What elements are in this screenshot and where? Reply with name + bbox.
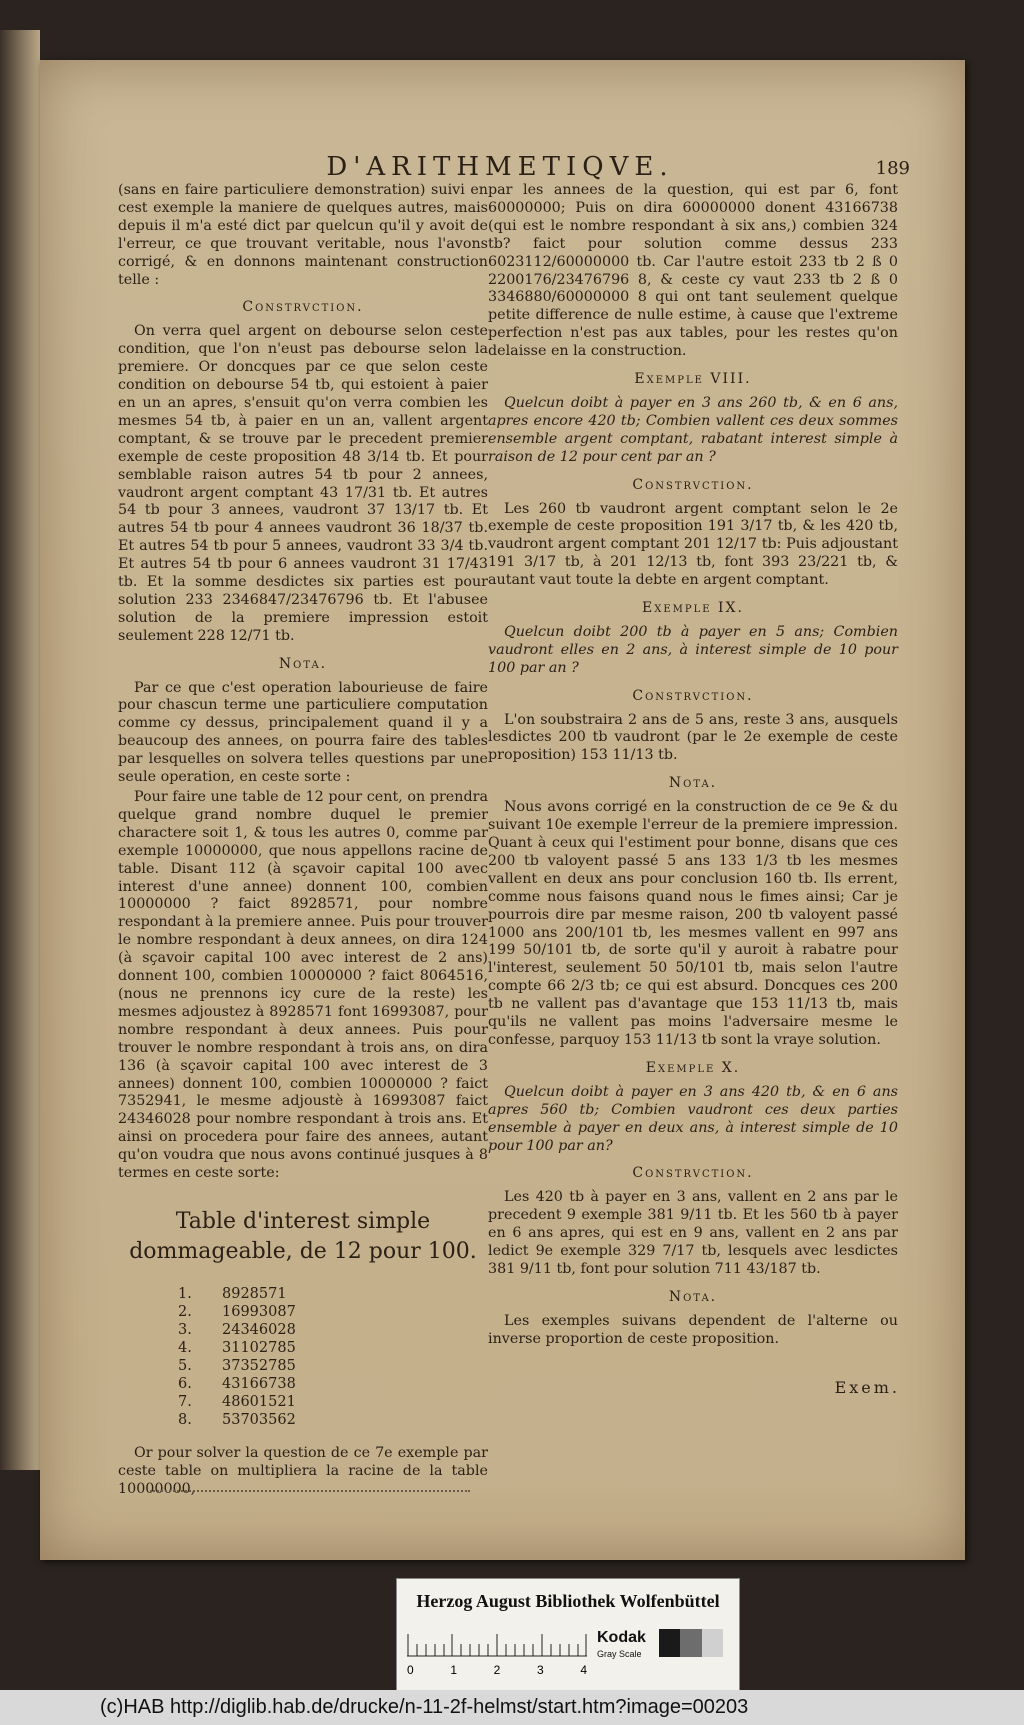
- section-heading: Constrvction.: [242, 299, 364, 316]
- source-url-bar: (c)HAB http://diglib.hab.de/drucke/n-11-2f-helmst/start.htm?image=00203: [0, 1690, 1024, 1725]
- table-row: [178, 1285, 488, 1303]
- gray-patch: [680, 1629, 701, 1657]
- row-value: 24346028: [222, 1321, 296, 1338]
- gray-scale-label: Gray Scale: [597, 1649, 642, 1659]
- section-heading: Exemple X.: [645, 1059, 741, 1076]
- row-value: 8928571: [222, 1285, 287, 1302]
- left-column: [118, 182, 488, 1501]
- table-title: Table d'interest simple dommageable, de 12 pour 100.: [129, 1208, 477, 1264]
- row-value: 31102785: [222, 1339, 296, 1356]
- interest-table: [178, 1285, 488, 1429]
- row-value: 48601521: [222, 1393, 296, 1410]
- library-name: Herzog August Bibliothek Wolfenbüttel: [416, 1591, 720, 1611]
- paragraph: Les 420 tb à payer en 3 ans, vallent en 2 ans par le precedent 9 exemple 381 9/11 tb. Et les 560 tb à payer en 6 ans apres, qui est en 9 ans, vallent en 2 ans par ledict 9e exemple 329 7/17 tb, lesquels avec lesdictes 381 9/11 tb, font pour solution 711 43/187 tb.: [488, 1189, 898, 1277]
- row-value: 37352785: [222, 1357, 296, 1374]
- table-row: [178, 1357, 488, 1375]
- section-heading: Nota.: [668, 775, 718, 792]
- paragraph: Par ce que c'est operation labourieuse de faire pour chascun terme une particuliere computation comme cy dessus, principalement quand il y a beaucoup des annees, on pourra faire des tables par lesquelles on solvera telles questions par une seule operation, en ceste sorte :: [118, 679, 488, 786]
- section-heading: Exemple IX.: [642, 600, 744, 617]
- section-heading: Constrvction.: [632, 687, 754, 704]
- running-head: D'ARITHMETIQVE.: [326, 152, 674, 182]
- book-page: [40, 60, 965, 1560]
- ornamental-rule: [150, 1490, 470, 1492]
- ruler-numbers: [407, 1663, 587, 1677]
- kodak-logo: Kodak: [597, 1629, 646, 1646]
- gray-patch: [702, 1629, 723, 1657]
- table-row: [178, 1321, 488, 1339]
- row-value: 53703562: [222, 1411, 296, 1428]
- paragraph: Pour faire une table de 12 pour cent, on prendra quelque grand nombre duquel le premier charactere soit 1, & tous les autres 0, comme par exemple 10000000, que nous appellons racine de table. Disant 112 (à sçavoir capital 100 avec interest d'une annee) donnent 100, combien 10000000 ? faict 8928571, pour nombre respondant à la premiere annee. Puis pour trouver le nombre respondant à deux annees, on dira 124 (à sçavoir capital 100 avec interest de 2 ans) donnent 100, combien 10000000 ? faict 8064516, (nous ne prennons icy cure de la reste) les mesmes adjoustez à 8928571 font 16993087, pour nombre respondant à deux annees. Puis pour trouver le nombre respondant à trois ans, on dira 136 (à sçavoir capital 100 avec interest de 3 annees) donnent 100, combien 10000000 ? faict 7352941, le mesme adjoustè à 16993087 faict 24346028 pour nombre respondant à trois ans. Et ainsi on procedera pour faire des annees, autant qu'on voudra que nous avons continué jusques à 8 termes en ceste sorte:: [118, 789, 488, 1182]
- section-heading: Constrvction.: [632, 476, 754, 493]
- row-number: 5.: [178, 1357, 192, 1374]
- row-number: 1.: [178, 1285, 192, 1302]
- paragraph: par les annees de la question, qui est par 6, font 60000000; Puis on dira 60000000 donent 43166738 (qui est le nombre respondant à six ans,) combien 324 tb? faict pour solution comme dessus 233 6023112/60000000 tb. Car l'autre estoit 233 tb 2 ß 0 2200176/23476796 8, & ceste cy vaut 233 tb 2 ß 0 3346880/60000000 8 qui ont tant seulement quelque petite difference de nulle estime, à cause que l'extreme perfection n'est pas aux tables, pour les restes qu'on delaisse en la construction.: [488, 182, 898, 360]
- paragraph: (sans en faire particuliere demonstration) suivi en cest exemple la maniere de quelques autres, mais depuis il m'a esté dict par quelcun qu'il y avoit de l'erreur, ce que trouvant veritable, nous l'avons corrigé, & en donnons maintenant construction telle :: [118, 182, 488, 288]
- ruler-number: 2: [493, 1663, 501, 1677]
- section-heading: Exemple VIII.: [634, 371, 752, 388]
- section-heading: Nota.: [668, 1288, 718, 1305]
- ruler-number: 1: [450, 1663, 458, 1677]
- section-heading: Nota.: [278, 655, 328, 672]
- paragraph: Or pour solver la question de ce 7e exemple par ceste table on multipliera la racine de la table 10000000,: [118, 1444, 488, 1497]
- row-value: 43166738: [222, 1375, 296, 1392]
- library-color-card: [396, 1578, 740, 1698]
- table-row: [178, 1411, 488, 1429]
- row-number: 3.: [178, 1321, 192, 1338]
- table-row: [178, 1303, 488, 1321]
- gray-scale-patches: [659, 1629, 723, 1657]
- paragraph: Les 260 tb vaudront argent comptant selon le 2e exemple de ceste proposition 191 3/17 tb, & les 420 tb, vaudront argent comptant 201 12/17 tb: Puis adjoustant 191 3/17 tb, à 201 12/13 tb, font 393 23/221 tb, & autant vaut toute la debte en argent comptant.: [488, 500, 898, 589]
- question-text: Quelcun doibt à payer en 3 ans 420 tb, & en 6 ans apres 560 tb; Combien vaudront ces deux parties ensemble à payer en deux ans, à interest simple de 10 pour 100 par an?: [488, 1083, 898, 1154]
- table-row: [178, 1339, 488, 1357]
- paragraph: On verra quel argent on debourse selon ceste condition, que l'on n'eust pas debourse selon la premiere. Or doncques par ce que selon ceste condition on debourse 54 tb, qui estoient à paier en un an apres, s'ensuit qu'on verra combien les mesmes 54 tb, à paier en un an, vallent argent comptant, & se trouve par le precedent premier exemple de ceste proposition 48 3/14 tb. Et pour semblable raison autres 54 tb pour 2 annees, vaudront argent comptant 43 17/31 tb. Et autres 54 tb pour 3 annees, vaudront 37 13/17 tb. Et autres 54 tb pour 4 annees vaudront 36 18/37 tb. Et autres 54 tb pour 5 annees, vaudront 33 3/4 tb. Et autres 54 tb pour 6 annees vaudront 31 17/43 tb. Et la somme desdictes six parties est pour solution 233 2346847/23476796 tb. Et l'abusee solution de la premiere impression estoit seulement 228 12/71 tb.: [118, 323, 488, 644]
- table-row: [178, 1393, 488, 1411]
- ruler-number: 4: [580, 1663, 587, 1677]
- row-value: 16993087: [222, 1303, 296, 1320]
- gray-patch: [659, 1629, 680, 1657]
- row-number: 4.: [178, 1339, 192, 1356]
- row-number: 8.: [178, 1411, 192, 1428]
- ruler-number: 3: [536, 1663, 544, 1677]
- catchword: Exem.: [834, 1378, 900, 1397]
- row-number: 6.: [178, 1375, 192, 1392]
- paragraph: L'on soubstraira 2 ans de 5 ans, reste 3 ans, ausquels lesdictes 200 tb vaudront (par le 2e exemple de ceste proposition) 153 11/13 tb.: [488, 711, 898, 764]
- paragraph: Nous avons corrigé en la construction de ce 9e & du suivant 10e exemple l'erreur de la premiere impression. Quant à ceux qui l'estiment pour bonne, disans que ces 200 tb valoyent passé 5 ans 133 1/3 tb les mesmes vallent en deux ans pour conclusion 160 tb. Ils errent, comme nous faisons quand nous le fimes ainsi; Car je pourrois dire par mesme raison, 200 tb valoyent passé 1000 ans 200/101 tb, les mesmes vallent en 997 ans 199 50/101 tb, de sorte qu'il y auroit à rabatre pour l'interest, seulement 50 50/101 tb, mais selon l'autre compte 66 2/3 tb; ce qui est absurd. Doncques ces 200 tb ne vallent pas d'avantage que 153 11/13 tb, mais qu'ils ne vallent pas moins l'adversaire mesme le confesse, parquoy 153 11/13 tb sont la vraye solution.: [488, 799, 898, 1048]
- page-number: 189: [875, 158, 910, 179]
- ruler-scale-icon: [407, 1629, 587, 1657]
- paragraph: Les exemples suivans dependent de l'alterne ou inverse proportion de ceste proposition.: [488, 1312, 898, 1347]
- adjacent-page-edge: [0, 30, 40, 1470]
- question-text: Quelcun doibt 200 tb à payer en 5 ans; Combien vaudront elles en 2 ans, à interest simple de 10 pour 100 par an ?: [488, 623, 898, 676]
- right-column: [488, 182, 898, 1351]
- row-number: 2.: [178, 1303, 192, 1320]
- question-text: Quelcun doibt à payer en 3 ans 260 tb, & en 6 ans, apres encore 420 tb; Combien vallent ces deux sommes ensemble argent comptant, rabatant interest simple à raison de 12 pour cent par an ?: [488, 394, 898, 465]
- table-row: [178, 1375, 488, 1393]
- section-heading: Constrvction.: [632, 1165, 754, 1182]
- row-number: 7.: [178, 1393, 192, 1410]
- ruler-number: 0: [407, 1663, 414, 1677]
